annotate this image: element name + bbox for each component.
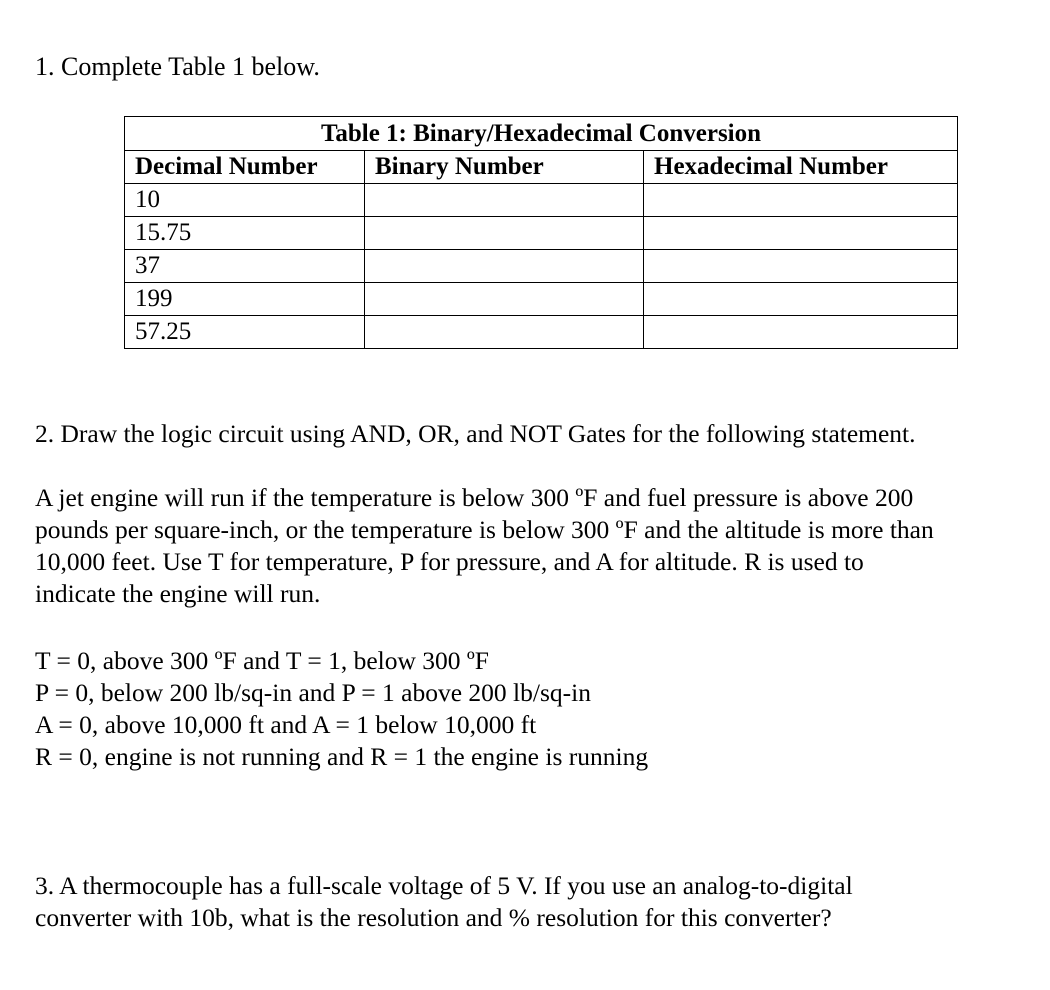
decimal-cell: 199	[125, 283, 365, 316]
hex-cell[interactable]	[644, 283, 958, 316]
table-caption-row	[125, 117, 958, 151]
scenario-line: pounds per square-inch, or the temperature is below 300 ºF and the altitude is more than	[35, 515, 934, 544]
variable-definitions	[35, 645, 648, 773]
table-row	[125, 217, 958, 250]
definition-p: P = 0, below 200 lb/sq-in and P = 1 above 200 lb/sq-in	[35, 678, 591, 707]
binary-cell[interactable]	[365, 316, 644, 349]
hex-cell[interactable]	[644, 217, 958, 250]
table-row	[125, 283, 958, 316]
hex-cell[interactable]	[644, 184, 958, 217]
table-header-row	[125, 151, 958, 184]
decimal-cell: 10	[125, 184, 365, 217]
question-3-line: 3. A thermocouple has a full-scale voltage of 5 V. If you use an analog-to-digital	[35, 871, 853, 900]
table-caption: Table 1: Binary/Hexadecimal Conversion	[125, 117, 958, 151]
binary-cell[interactable]	[365, 283, 644, 316]
scenario-line: A jet engine will run if the temperature is below 300 ºF and fuel pressure is above 200	[35, 483, 914, 512]
question-2-scenario	[35, 482, 934, 610]
hex-cell[interactable]	[644, 250, 958, 283]
decimal-cell: 57.25	[125, 316, 365, 349]
definition-a: A = 0, above 10,000 ft and A = 1 below 10,000 ft	[35, 710, 537, 739]
decimal-cell: 37	[125, 250, 365, 283]
header-binary: Binary Number	[365, 151, 644, 184]
question-1-prompt: 1. Complete Table 1 below.	[35, 52, 320, 81]
question-2-prompt: 2. Draw the logic circuit using AND, OR, and NOT Gates for the following statement.	[35, 419, 916, 448]
table-row	[125, 184, 958, 217]
decimal-cell: 15.75	[125, 217, 365, 250]
table-row	[125, 250, 958, 283]
header-decimal: Decimal Number	[125, 151, 365, 184]
binary-cell[interactable]	[365, 184, 644, 217]
scenario-line: indicate the engine will run.	[35, 579, 321, 608]
binary-cell[interactable]	[365, 217, 644, 250]
definition-r: R = 0, engine is not running and R = 1 the engine is running	[35, 742, 649, 771]
question-3	[35, 870, 853, 934]
conversion-table	[124, 116, 958, 349]
table-row	[125, 316, 958, 349]
hex-cell[interactable]	[644, 316, 958, 349]
definition-t: T = 0, above 300 ºF and T = 1, below 300 ºF	[35, 646, 489, 675]
header-hex: Hexadecimal Number	[644, 151, 958, 184]
question-3-line: converter with 10b, what is the resolution and % resolution for this converter?	[35, 903, 832, 932]
binary-cell[interactable]	[365, 250, 644, 283]
scenario-line: 10,000 feet. Use T for temperature, P for pressure, and A for altitude. R is used to	[35, 547, 864, 576]
